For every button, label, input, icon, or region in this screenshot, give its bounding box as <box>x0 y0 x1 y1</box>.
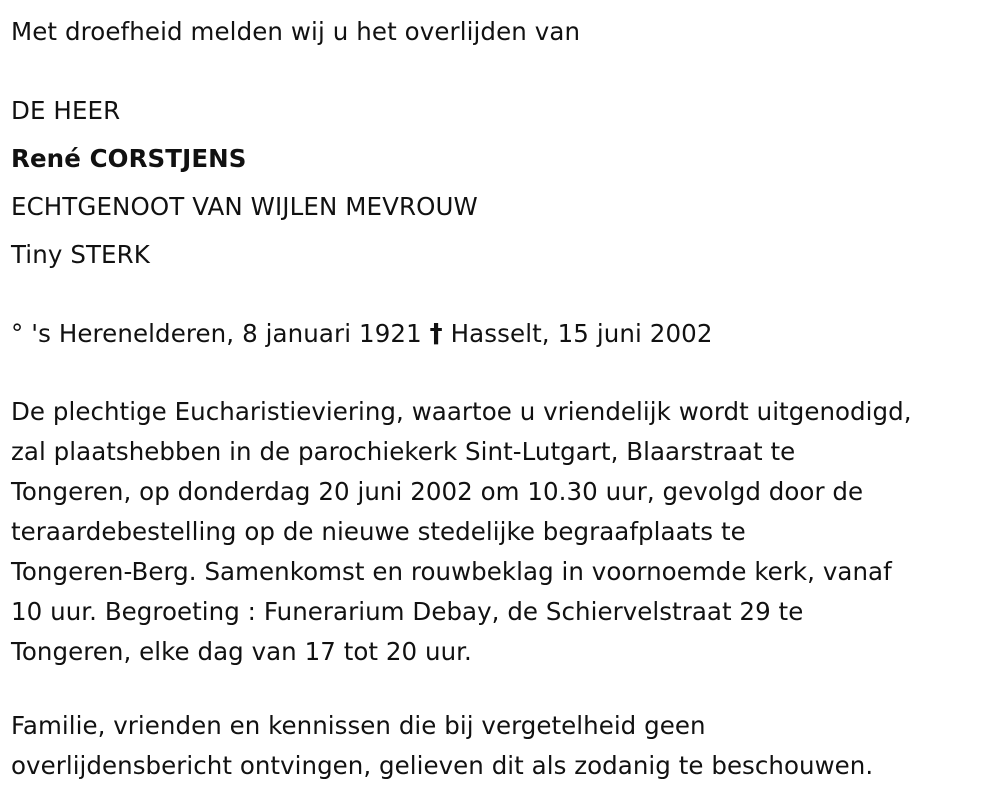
ceremony-line: Tongeren, op donderdag 20 juni 2002 om 10.30 uur, gevolgd door de <box>11 477 864 506</box>
cross-icon: † <box>429 319 443 349</box>
spacer <box>11 358 1000 392</box>
deceased-name: René CORSTJENS <box>11 144 247 173</box>
ceremony-line: De plechtige Eucharistieviering, waartoe u vriendelijk wordt uitgenodigd, <box>11 397 912 426</box>
spacer <box>11 672 1000 706</box>
intro-text: Met droefheid melden wij u het overlijden van <box>11 17 581 46</box>
ceremony-line: Tongeren, elke dag van 17 tot 20 uur. <box>11 637 472 666</box>
spacer <box>11 56 1000 87</box>
dates-line <box>11 310 1000 358</box>
closing-paragraph <box>11 706 996 786</box>
ceremony-line: teraardebestelling op de nieuwe stedelijke begraafplaats te <box>11 517 746 546</box>
honorific-title: DE HEER <box>11 96 121 125</box>
closing-line: Familie, vrienden en kennissen die bij vergetelheid geen <box>11 711 706 740</box>
death-info: Hasselt, 15 juni 2002 <box>450 319 713 348</box>
ceremony-line: 10 uur. Begroeting : Funerarium Debay, de Schiervelstraat 29 te <box>11 597 804 626</box>
spouse-name: Tiny STERK <box>11 240 150 269</box>
ceremony-line: Tongeren-Berg. Samenkomst en rouwbeklag in voornoemde kerk, vanaf <box>11 557 892 586</box>
spacer <box>11 279 1000 310</box>
relation-text: ECHTGENOOT VAN WIJLEN MEVROUW <box>11 192 478 221</box>
ceremony-line: zal plaatshebben in de parochiekerk Sint-Lutgart, Blaarstraat te <box>11 437 796 466</box>
ceremony-paragraph <box>11 392 996 672</box>
birth-info: ° 's Herenelderen, 8 januari 1921 <box>11 319 422 348</box>
closing-line: overlijdensbericht ontvingen, gelieven dit als zodanig te beschouwen. <box>11 751 874 780</box>
